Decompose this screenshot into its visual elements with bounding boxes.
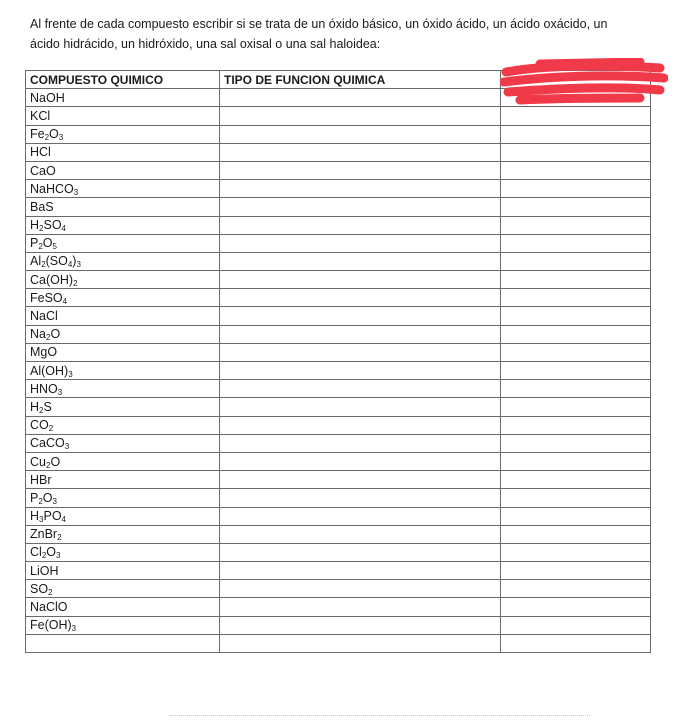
function-type-cell[interactable] (220, 307, 501, 325)
formula-part: Fe(OH) (30, 618, 72, 633)
formula-part: SO (30, 581, 49, 596)
formula-subscript: 2 (39, 405, 44, 415)
function-type-cell[interactable] (220, 234, 501, 252)
extra-cell[interactable] (501, 507, 651, 525)
formula-part: (SO (45, 254, 68, 269)
formula-part: BaS (30, 199, 54, 214)
formula-part: P (30, 236, 39, 251)
formula-part: CO (30, 418, 49, 433)
table-row (26, 362, 651, 380)
compound-formula (26, 125, 220, 143)
function-type-cell[interactable] (220, 180, 501, 198)
formula-part: O (46, 545, 56, 560)
table-row (26, 452, 651, 470)
compound-formula (26, 180, 220, 198)
compound-formula (26, 343, 220, 361)
function-type-cell[interactable] (220, 107, 501, 125)
formula-subscript: 2 (41, 260, 46, 270)
compound-formula (26, 380, 220, 398)
formula-part: Cu (30, 454, 46, 469)
formula-subscript: 2 (44, 133, 50, 143)
table-row (26, 489, 651, 507)
function-type-cell[interactable] (220, 398, 501, 416)
formula-part: Al (30, 254, 42, 269)
formula-part: PO (43, 509, 62, 524)
extra-cell[interactable] (501, 252, 651, 270)
formula-part: H (30, 509, 40, 524)
extra-cell[interactable] (501, 107, 651, 125)
compound-formula (26, 216, 220, 234)
formula-subscript: 2 (48, 587, 53, 597)
extra-cell[interactable] (501, 216, 651, 234)
formula-part: NaHCO (30, 181, 74, 196)
extra-cell[interactable] (501, 616, 651, 634)
header-function-type: TIPO DE FUNCION QUIMICA (220, 71, 501, 89)
formula-part: CaCO (30, 436, 65, 451)
formula-subscript: 3 (56, 551, 61, 561)
table-row (26, 416, 651, 434)
function-type-cell[interactable] (220, 507, 501, 525)
formula-part: ZnBr (30, 527, 58, 542)
function-type-cell[interactable] (220, 216, 501, 234)
function-type-cell[interactable] (220, 271, 501, 289)
formula-subscript: 2 (45, 333, 51, 343)
table-row (26, 343, 651, 361)
instructions-line-1: Al frente de cada compuesto escribir si se trata de un óxido básico, un óxido ácido, un ácido oxácido, un (30, 17, 608, 31)
formula-part: NaOH (30, 90, 65, 105)
extra-cell[interactable] (501, 434, 651, 452)
formula-part: P (30, 490, 39, 505)
formula-subscript: 2 (73, 278, 78, 288)
extra-cell[interactable] (501, 307, 651, 325)
compound-formula (26, 580, 220, 598)
table-row (26, 289, 651, 307)
table-row (26, 616, 651, 634)
compound-formula (26, 107, 220, 125)
formula-part: O (49, 127, 59, 142)
formula-part: ) (72, 254, 77, 269)
table-row (26, 234, 651, 252)
table-row (26, 89, 651, 107)
formula-subscript: 3 (73, 187, 79, 197)
extra-cell[interactable] (501, 343, 651, 361)
formula-part: FeSO (30, 290, 63, 305)
formula-part: O (50, 454, 61, 469)
extra-cell[interactable] (501, 143, 651, 161)
table-row (26, 562, 651, 580)
formula-part: O (42, 236, 53, 251)
compound-formula (26, 616, 220, 634)
table-row (26, 198, 651, 216)
table-row (26, 125, 651, 143)
formula-part: NaCl (30, 309, 58, 324)
compound-formula (26, 416, 220, 434)
table-row (26, 252, 651, 270)
header-extra (501, 71, 651, 89)
formula-part: H (30, 399, 40, 414)
formula-subscript: 3 (71, 624, 77, 634)
formula-subscript: 2 (38, 242, 43, 252)
table-row (26, 434, 651, 452)
function-type-cell[interactable] (220, 161, 501, 179)
formula-part: SO (43, 218, 62, 233)
formula-part: HCl (30, 145, 51, 160)
extra-cell[interactable] (501, 562, 651, 580)
table-row (26, 271, 651, 289)
table-row (26, 307, 651, 325)
compound-formula (26, 525, 220, 543)
table-row (26, 398, 651, 416)
compound-formula (26, 271, 220, 289)
table-row (26, 325, 651, 343)
extra-cell[interactable] (501, 234, 651, 252)
extra-cell[interactable] (501, 416, 651, 434)
function-type-cell[interactable] (220, 489, 501, 507)
table-row (26, 107, 651, 125)
compound-formula (26, 234, 220, 252)
table-row (26, 471, 651, 489)
function-type-cell[interactable] (220, 89, 501, 107)
extra-cell[interactable] (501, 580, 651, 598)
table-row (26, 161, 651, 179)
function-type-cell[interactable] (220, 598, 501, 616)
function-type-cell[interactable] (220, 616, 501, 634)
compound-formula (26, 362, 220, 380)
compound-formula (26, 471, 220, 489)
compound-formula (26, 143, 220, 161)
function-type-cell[interactable] (220, 543, 501, 561)
extra-cell[interactable] (501, 271, 651, 289)
formula-part: NaClO (30, 600, 68, 615)
table-row (26, 543, 651, 561)
compound-formula (26, 325, 220, 343)
formula-part: HBr (30, 472, 52, 487)
compound-formula (26, 434, 220, 452)
function-type-cell[interactable] (220, 580, 501, 598)
extra-cell[interactable] (501, 380, 651, 398)
extra-cell[interactable] (501, 471, 651, 489)
function-type-cell[interactable] (220, 452, 501, 470)
extra-cell[interactable] (501, 161, 651, 179)
table-row (26, 143, 651, 161)
function-type-cell[interactable] (220, 143, 501, 161)
extra-cell[interactable] (501, 489, 651, 507)
formula-subscript: 4 (61, 224, 66, 234)
function-type-cell[interactable] (220, 252, 501, 270)
formula-subscript: 2 (57, 533, 62, 543)
extra-cell[interactable] (501, 289, 651, 307)
extra-cell[interactable] (501, 398, 651, 416)
compound-formula (26, 289, 220, 307)
table-row (26, 380, 651, 398)
formula-subscript: 2 (45, 460, 51, 470)
formula-part: S (43, 399, 52, 414)
compound-formula (26, 507, 220, 525)
formula-subscript: 2 (41, 551, 47, 561)
compound-formula (26, 161, 220, 179)
compound-formula (26, 398, 220, 416)
formula-part: Al(OH) (30, 363, 69, 378)
formula-part: Cl (30, 545, 42, 560)
compound-formula (26, 598, 220, 616)
table-row (26, 634, 651, 652)
extra-cell[interactable] (501, 89, 651, 107)
compound-formula (26, 252, 220, 270)
formula-part: MgO (30, 345, 58, 360)
formula-subscript: 2 (39, 224, 44, 234)
formula-part: Ca(OH) (30, 272, 74, 287)
function-type-cell[interactable] (220, 562, 501, 580)
extra-cell[interactable] (501, 543, 651, 561)
compound-table (25, 70, 651, 653)
formula-part: O (50, 327, 61, 342)
function-type-cell[interactable] (220, 634, 501, 652)
compound-formula (26, 89, 220, 107)
formula-subscript: 3 (39, 515, 44, 525)
formula-part: Fe (30, 127, 45, 142)
compound-formula (26, 543, 220, 561)
table-body (26, 89, 651, 653)
formula-subscript: 5 (52, 242, 57, 252)
table-row (26, 180, 651, 198)
formula-part: LiOH (30, 563, 59, 578)
extra-cell[interactable] (501, 634, 651, 652)
formula-subscript: 3 (57, 387, 63, 397)
formula-subscript: 3 (68, 369, 73, 379)
extra-cell[interactable] (501, 362, 651, 380)
extra-cell[interactable] (501, 180, 651, 198)
compound-formula (26, 198, 220, 216)
formula-subscript: 3 (52, 496, 57, 506)
formula-subscript: 2 (48, 424, 54, 434)
function-type-cell[interactable] (220, 125, 501, 143)
formula-subscript: 4 (62, 296, 68, 306)
extra-cell[interactable] (501, 198, 651, 216)
function-type-cell[interactable] (220, 343, 501, 361)
instructions (30, 14, 687, 54)
table-header-row (26, 71, 651, 89)
function-type-cell[interactable] (220, 380, 501, 398)
compound-formula (26, 489, 220, 507)
compound-formula (26, 634, 220, 652)
formula-part: CaO (30, 163, 56, 178)
table-row (26, 525, 651, 543)
formula-part: Na (30, 327, 46, 342)
formula-part: O (42, 490, 53, 505)
formula-part: KCl (30, 108, 51, 123)
formula-subscript: 4 (61, 515, 66, 525)
extra-cell[interactable] (501, 125, 651, 143)
formula-subscript: 3 (58, 133, 64, 143)
formula-subscript: 3 (76, 260, 81, 270)
table-row (26, 216, 651, 234)
extra-cell[interactable] (501, 452, 651, 470)
function-type-cell[interactable] (220, 362, 501, 380)
formula-subscript: 4 (67, 260, 73, 270)
function-type-cell[interactable] (220, 434, 501, 452)
table-row (26, 598, 651, 616)
faint-footer-text (170, 715, 590, 719)
formula-subscript: 3 (64, 442, 70, 452)
instructions-line-2: ácido hidrácido, un hidróxido, una sal oxisal o una sal haloidea: (30, 37, 381, 51)
formula-subscript: 2 (38, 496, 43, 506)
formula-part: HNO (30, 381, 58, 396)
formula-part: H (30, 218, 40, 233)
compound-formula (26, 562, 220, 580)
function-type-cell[interactable] (220, 471, 501, 489)
function-type-cell[interactable] (220, 416, 501, 434)
function-type-cell[interactable] (220, 525, 501, 543)
function-type-cell[interactable] (220, 289, 501, 307)
table-row (26, 580, 651, 598)
extra-cell[interactable] (501, 525, 651, 543)
function-type-cell[interactable] (220, 198, 501, 216)
compound-formula (26, 452, 220, 470)
table-row (26, 507, 651, 525)
header-compound: COMPUESTO QUIMICO (26, 71, 220, 89)
extra-cell[interactable] (501, 325, 651, 343)
function-type-cell[interactable] (220, 325, 501, 343)
compound-formula (26, 307, 220, 325)
extra-cell[interactable] (501, 598, 651, 616)
